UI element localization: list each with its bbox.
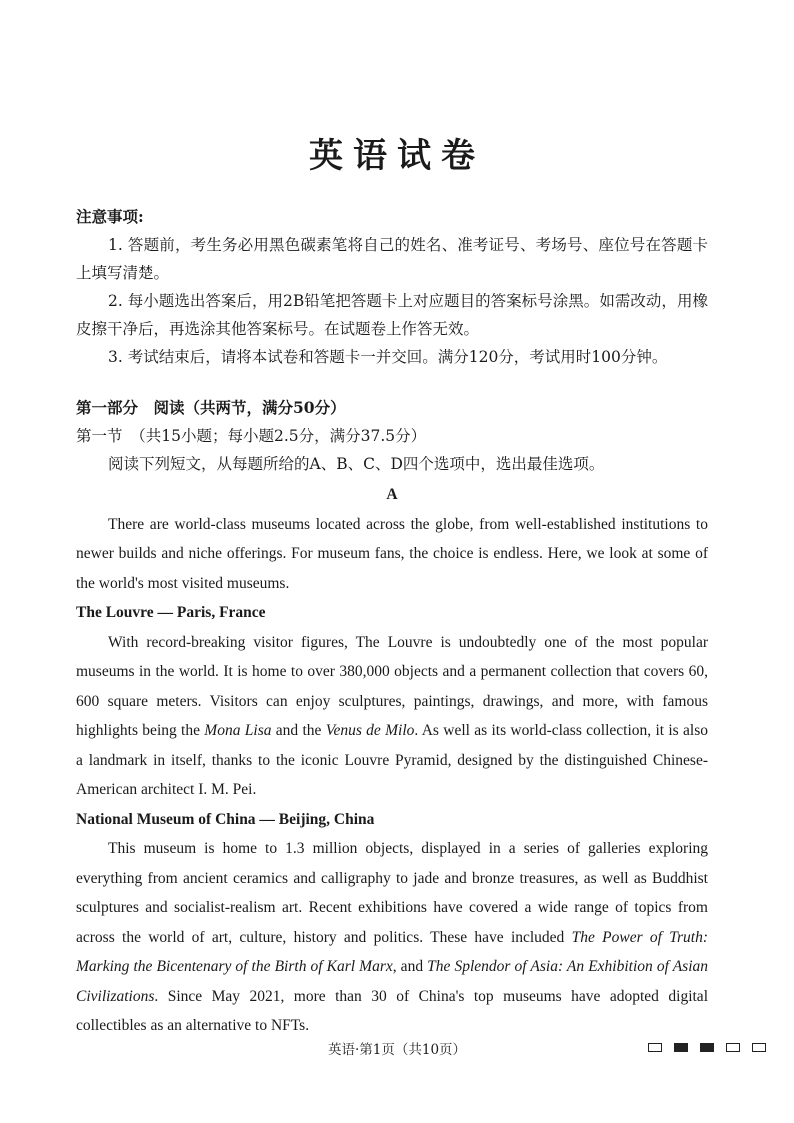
- passage-intro: There are world-class museums located across the globe, from well-established institutions to newer builds and niche offerings. For museum fans, the choice is endless. Here, we look at some of the world's most visited museums.: [76, 515, 708, 592]
- page-title: 英语试卷: [309, 136, 485, 176]
- notice-item: 1. 答题前，考生务必用黑色碳素笔将自己的姓名、准考证号、考场号、座位号在答题卡上填写清楚。: [76, 236, 708, 282]
- passage-label: A: [386, 486, 398, 503]
- part-title: 第一部分 阅读（共两节，满分50分）: [76, 398, 346, 417]
- nmc-heading: National Museum of China — Beijing, China: [76, 810, 375, 828]
- nmc-paragraph: This museum is home to 1.3 million objects, displayed in a series of galleries exploring everything from ancient ceramics and calligraphy to jade and bronze treasures, as well as Buddhist sculptures and socialist-realism art. Recent exhibitions have covered a wide range of topics from across the world of art, culture, history and politics. These have included The Power of Truth: Marking the Bicentenary of the Birth of Karl Marx, and The Splendor of Asia: An Exhibition of Asian Civilizations. Since May 2021, more than 30 of China's top museums have adopted digital collectibles as an alternative to NFTs.: [76, 840, 709, 1034]
- part-header: [76, 394, 708, 478]
- mark-box-icon: [726, 1043, 740, 1052]
- louvre-heading: The Louvre — Paris, France: [76, 604, 266, 621]
- passage-a: [76, 480, 708, 1041]
- louvre-paragraph: With record-breaking visitor figures, The Louvre is undoubtedly one of the most popular museums in the world. It is home to over 380,000 objects and a permanent collection that covers 60, 600 square meters. Visitors can enjoy sculptures, paintings, drawings, and more, with famous highlights being the Mona Lisa and the Venus de Milo. As well as its world-class collection, it is also a landmark in itself, thanks to the iconic Louvre Pyramid, designed by the distinguished Chinese-American architect I. M. Pei.: [76, 633, 708, 798]
- section-title: 第一节 （共15小题；每小题2.5分，满分37.5分）: [76, 427, 427, 445]
- mark-filled-icon: [700, 1043, 714, 1052]
- mark-box-icon: [752, 1043, 766, 1052]
- print-marks: [648, 1043, 766, 1052]
- notice-item: 3. 考试结束后，请将本试卷和答题卡一并交回。满分120分，考试用时100分钟。: [108, 348, 668, 366]
- notice-item: 2. 每小题选出答案后，用2B铅笔把答题卡上对应题目的答案标号涂黑。如需改动，用橡皮擦干净后，再选涂其他答案标号。在试题卷上作答无效。: [76, 292, 708, 338]
- instruction: 阅读下列短文，从每题所给的A、B、C、D四个选项中，选出最佳选项。: [108, 455, 605, 473]
- notice-heading: 注意事项:: [76, 207, 144, 226]
- mark-filled-icon: [674, 1043, 688, 1052]
- notice-section: [76, 203, 708, 371]
- mark-box-icon: [648, 1043, 662, 1052]
- page-footer: 英语·第1页（共10页）: [327, 1042, 467, 1058]
